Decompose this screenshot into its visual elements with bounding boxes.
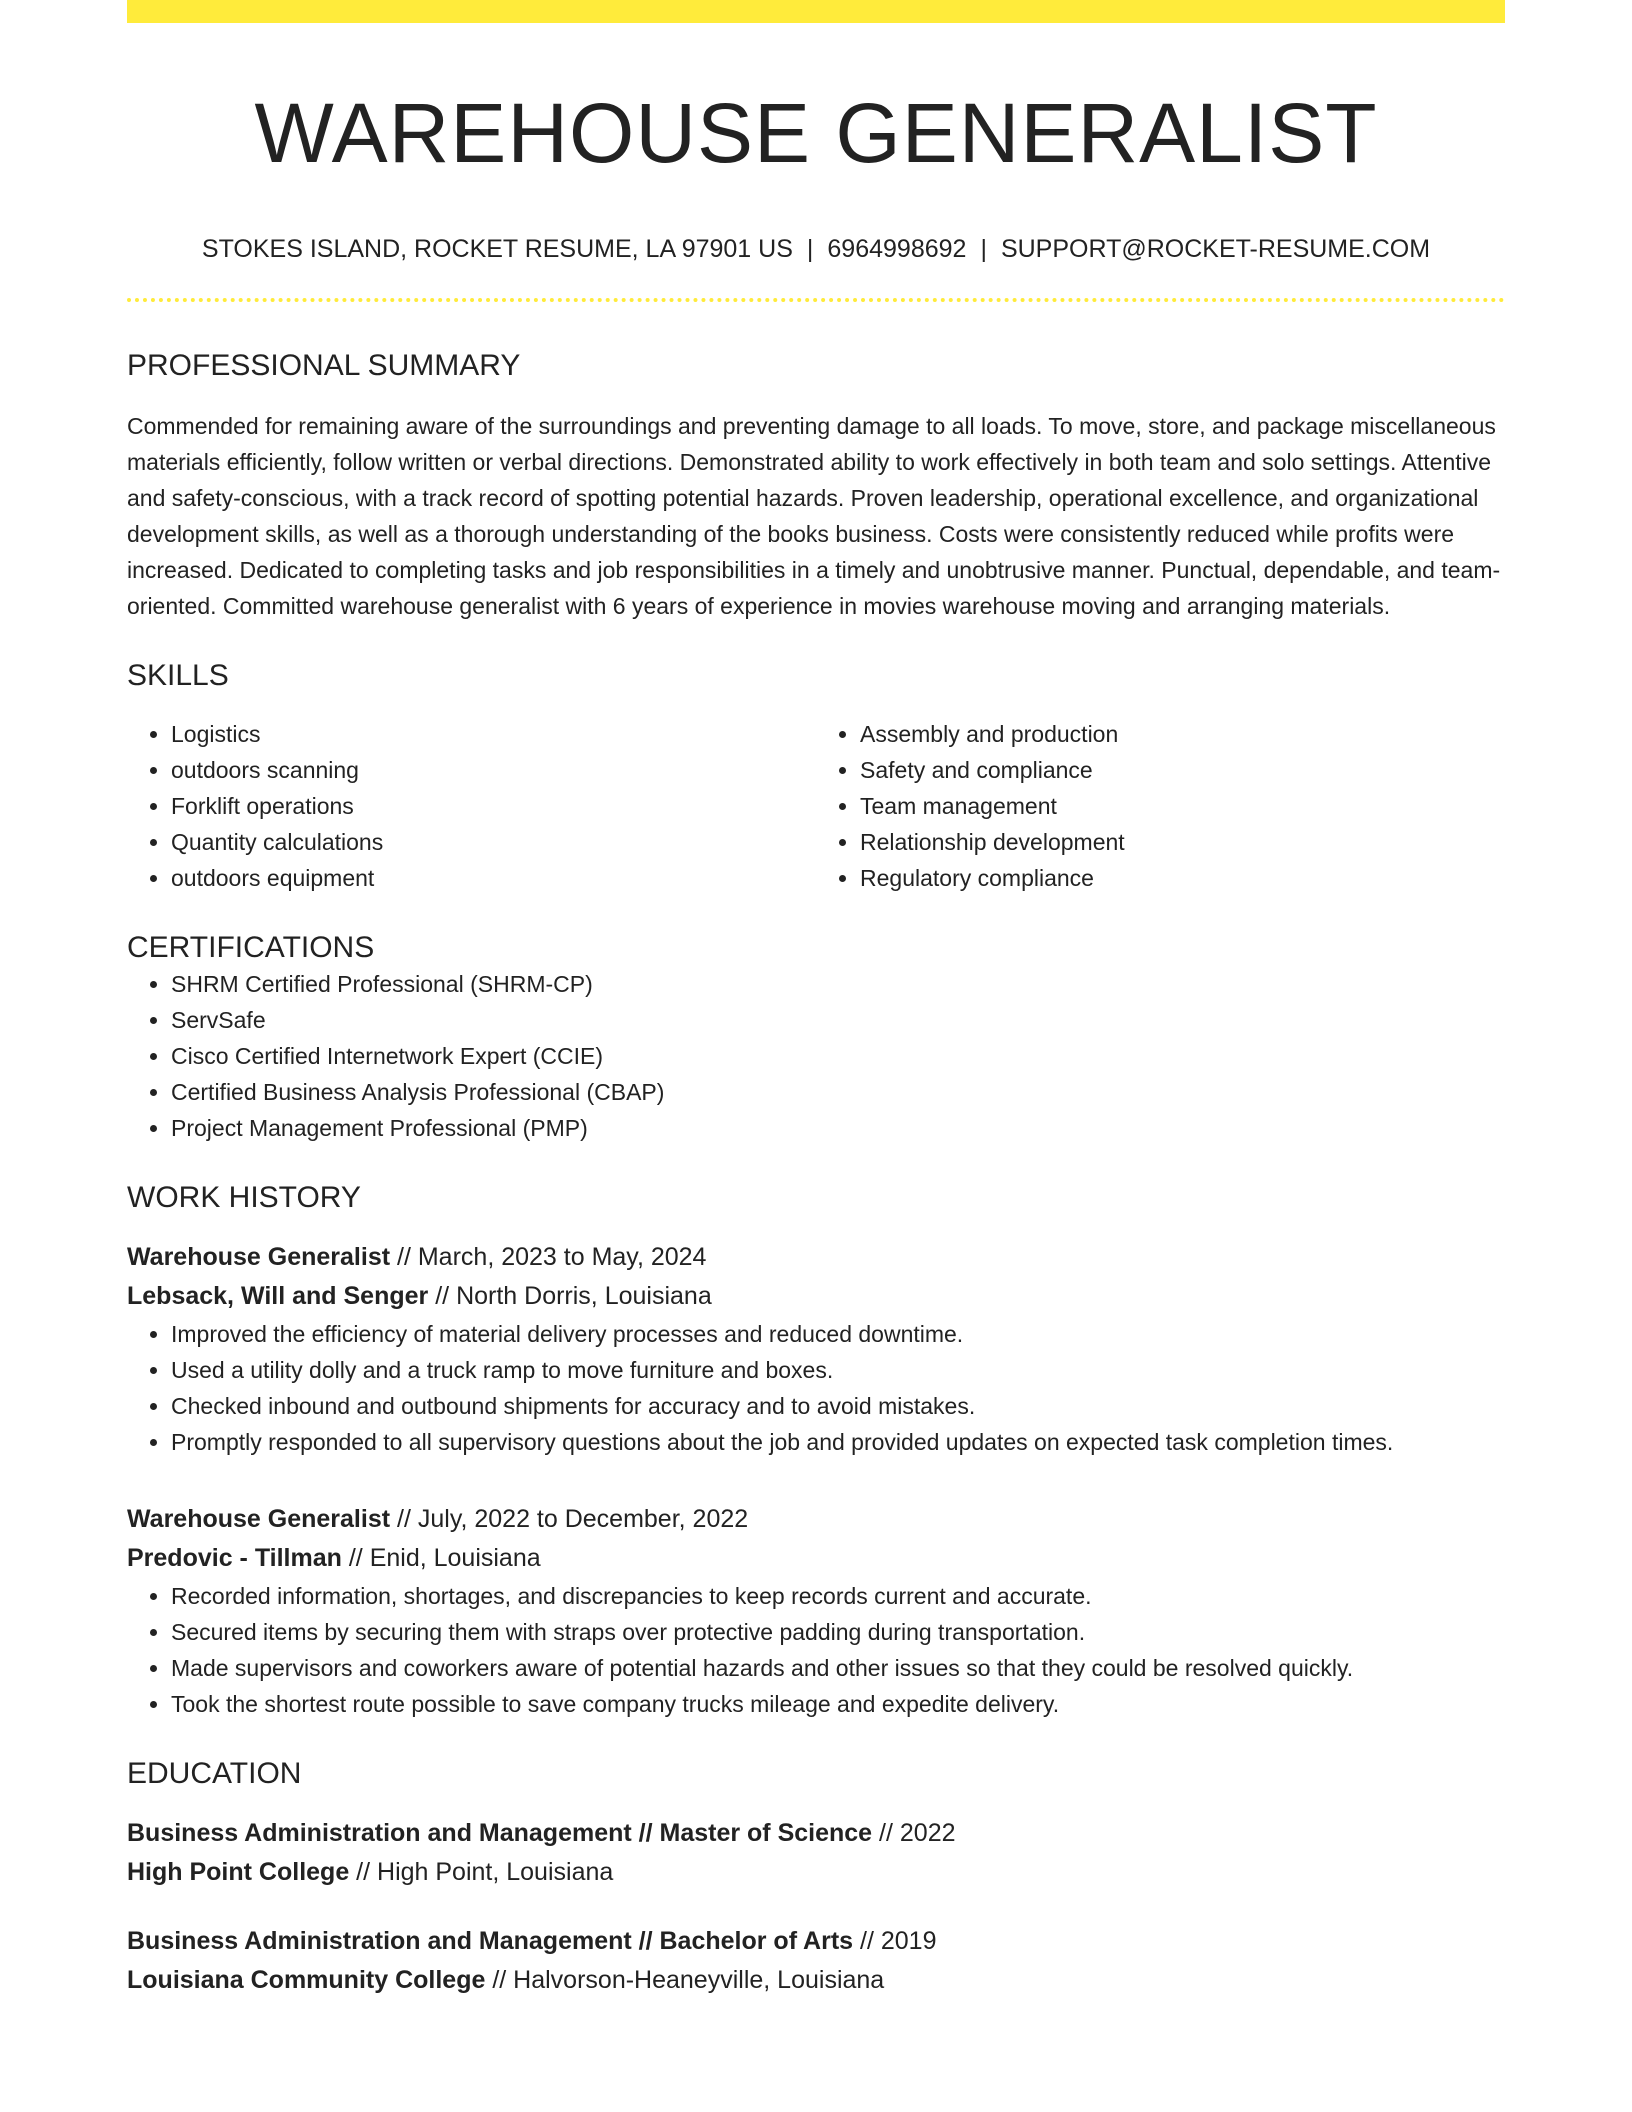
skill-item: • Forklift operations [171,788,816,824]
job-divider: // [341,1543,370,1572]
education-year: 2019 [880,1926,937,1955]
skill-item: • Safety and compliance [860,752,1505,788]
summary-text: Commended for remaining aware of the surroundings and preventing damage to all loads. To move, store, and package miscellaneous materials efficiently, follow written or verbal directions. Demonstrated ability to work effectively in both team and solo settings. Attentive and safety-conscious, with a track record of spotting potential hazards. Proven leadership, operational excellence, and organizational development skills, as well as a thorough understanding of the books business. Costs were consistently reduced while profits were increased. Dedicated to completing tasks and job responsibilities in a timely and unobtrusive manner. Punctual, dependable, and team-oriented. Committed warehouse generalist with 6 years of experience in movies warehouse moving and arranging materials. [127,412,1501,619]
job-location: North Dorris, Louisiana [456,1281,712,1310]
job-company: Lebsack, Will and Senger [127,1281,429,1310]
section-title-summary: PROFESSIONAL SUMMARY [127,348,521,382]
certification-item: • SHRM Certified Professional (SHRM-CP) [171,966,1505,1002]
education-divider: // [853,1926,881,1955]
job-duty-item: • Used a utility dolly and a truck ramp to move furniture and boxes. [171,1352,1505,1388]
certification-item: • ServSafe [171,1002,1505,1038]
education-location: Halvorson-Heaneyville, Louisiana [513,1965,885,1994]
skill-item: • outdoors scanning [171,752,816,788]
skill-item: • Team management [860,788,1505,824]
job-title-line [127,1500,1505,1539]
job-title-line [127,1238,1505,1277]
job-title: Warehouse Generalist [127,1504,391,1533]
job-entry [127,1238,1505,1460]
contact-email: SUPPORT@ROCKET-RESUME.COM [1000,234,1431,263]
skill-item: • Assembly and production [860,716,1505,752]
job-duty-item: • Improved the efficiency of material delivery processes and reduced downtime. [171,1316,1505,1352]
education-divider: // [349,1857,378,1886]
education-year: 2022 [899,1818,956,1847]
accent-top-bar [127,0,1505,23]
skill-item: • Regulatory compliance [860,860,1505,896]
job-entry [127,1500,1505,1722]
job-divider: // [390,1504,418,1533]
job-dates: July, 2022 to December, 2022 [417,1504,749,1533]
section-title-work-history: WORK HISTORY [127,1180,361,1214]
education-divider: // [872,1818,900,1847]
job-duty-item: • Promptly responded to all supervisory questions about the job and provided updates on expected task completion times. [171,1424,1505,1460]
certification-item: • Cisco Certified Internetwork Expert (CCIE) [171,1038,1505,1074]
certifications-list [127,966,1505,1146]
skills-columns [127,716,1505,896]
education-entry [127,1814,1505,1892]
job-divider: // [390,1242,418,1271]
education-school-line [127,1961,1505,2000]
dotted-divider [127,298,1505,302]
job-duty-item: • Recorded information, shortages, and discrepancies to keep records current and accurate. [171,1578,1505,1614]
job-divider: // [428,1281,457,1310]
certification-item: • Certified Business Analysis Professional (CBAP) [171,1074,1505,1110]
job-dates: March, 2023 to May, 2024 [417,1242,707,1271]
job-duty-item: • Checked inbound and outbound shipments for accuracy and to avoid mistakes. [171,1388,1505,1424]
skills-list-left [127,716,816,896]
skill-item: • Quantity calculations [171,824,816,860]
contact-phone: 6964998692 [827,234,967,263]
contact-separator: | [806,234,814,263]
education-entry [127,1922,1505,2000]
job-company-line [127,1277,1505,1316]
education-degree-line [127,1814,1505,1853]
job-duty-item: • Secured items by securing them with straps over protective padding during transportation. [171,1614,1505,1650]
education-degree-line [127,1922,1505,1961]
education-degree: Business Administration and Management // Master of Science [127,1818,873,1847]
skill-item: • Logistics [171,716,816,752]
job-duty-item: • Took the shortest route possible to save company trucks mileage and expedite delivery. [171,1686,1505,1722]
job-duties-list [127,1316,1505,1460]
skill-item: • outdoors equipment [171,860,816,896]
skills-list-right [816,716,1505,896]
job-company: Predovic - Tillman [127,1543,342,1572]
education-school-line [127,1853,1505,1892]
job-location: Enid, Louisiana [369,1543,541,1572]
education-degree: Business Administration and Management // Bachelor of Arts [127,1926,854,1955]
job-duty-item: • Made supervisors and coworkers aware of potential hazards and other issues so that they could be resolved quickly. [171,1650,1505,1686]
contact-line [127,234,1505,264]
section-title-certifications: CERTIFICATIONS [127,930,375,964]
job-company-line [127,1539,1505,1578]
education-location: High Point, Louisiana [377,1857,614,1886]
skill-item: • Relationship development [860,824,1505,860]
certification-item: • Project Management Professional (PMP) [171,1110,1505,1146]
candidate-name: WAREHOUSE GENERALIST [254,86,1378,180]
contact-separator: | [980,234,987,263]
education-school: High Point College [127,1857,350,1886]
section-title-education: EDUCATION [127,1756,302,1790]
contact-address: STOKES ISLAND, ROCKET RESUME, LA 97901 US [201,234,793,263]
job-title: Warehouse Generalist [127,1242,391,1271]
education-school: Louisiana Community College [127,1965,486,1994]
section-title-skills: SKILLS [127,658,229,692]
job-duties-list [127,1578,1505,1722]
education-divider: // [485,1965,514,1994]
